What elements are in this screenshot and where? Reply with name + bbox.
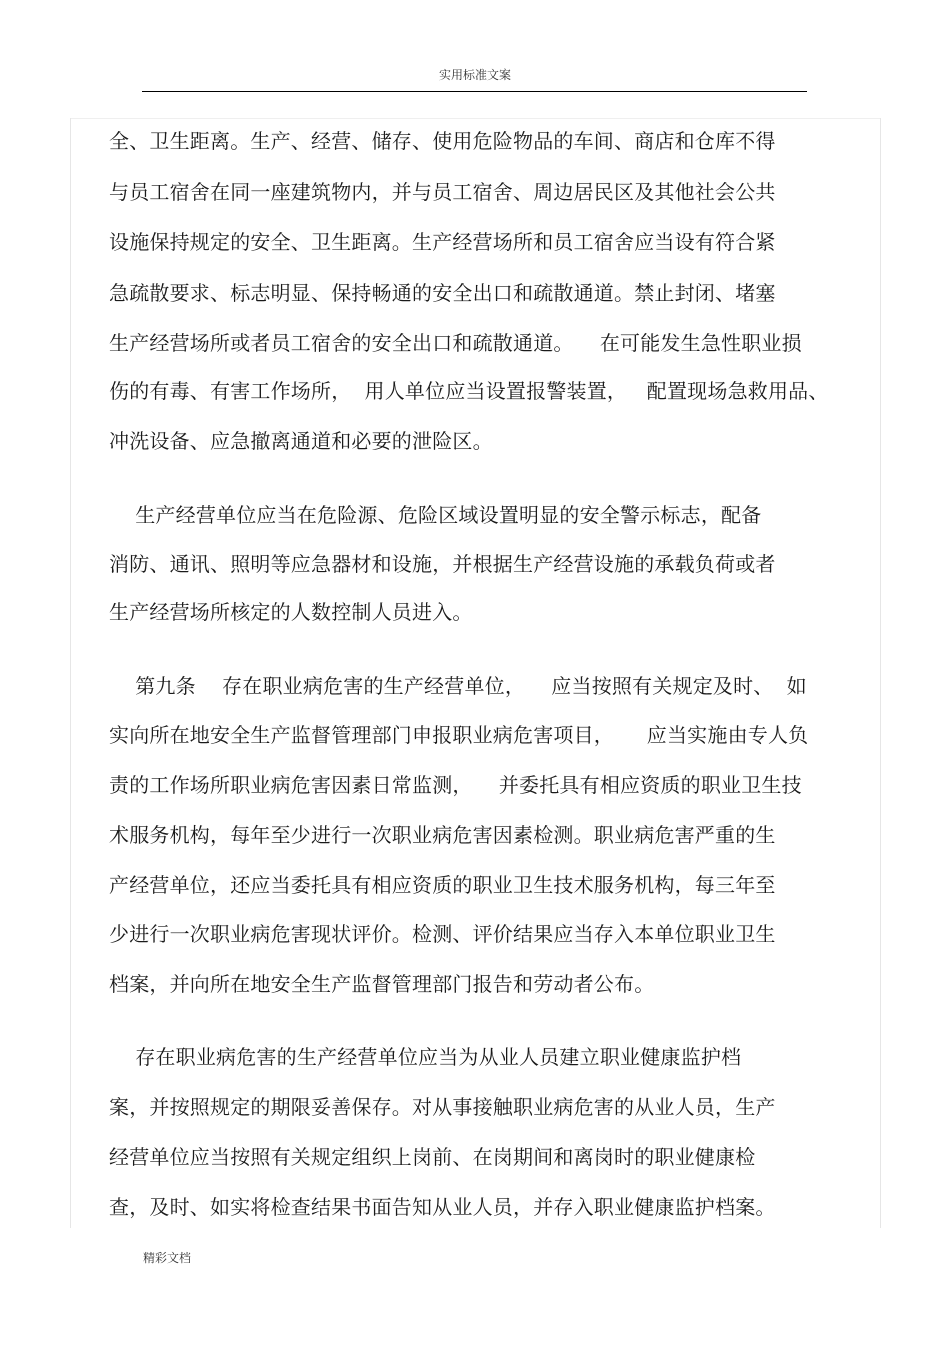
body-line: 术服务机构，每年至少进行一次职业病危害因素检测。职业病危害严重的生 — [109, 823, 776, 847]
page-frame-right — [880, 118, 881, 1228]
body-line: 全、卫生距离。生产、经营、储存、使用危险物品的车间、商店和仓库不得 — [109, 129, 776, 153]
page-header-title: 实用标准文案 — [438, 68, 511, 82]
body-line: 伤的有毒、有害工作场所， 用人单位应当设置报警装置， 配置现场急救用品、 — [109, 379, 829, 403]
body-line: 与员工宿舍在同一座建筑物内，并与员工宿舍、周边居民区及其他社会公共 — [109, 180, 776, 204]
body-line: 存在职业病危害的生产经营单位应当为从业人员建立职业健康监护档 — [109, 1045, 742, 1069]
header-divider — [142, 91, 807, 92]
body-line: 查，及时、如实将检查结果书面告知从业人员，并存入职业健康监护档案。 — [109, 1195, 776, 1219]
body-line: 急疏散要求、标志明显、保持畅通的安全出口和疏散通道。禁止封闭、堵塞 — [109, 281, 776, 305]
body-line: 生产经营单位应当在危险源、危险区域设置明显的安全警示标志，配备 — [109, 503, 762, 527]
body-line: 冲洗设备、应急撤离通道和必要的泄险区。 — [109, 429, 493, 453]
body-line: 消防、通讯、照明等应急器材和设施，并根据生产经营设施的承载负荷或者 — [109, 552, 776, 576]
body-line: 设施保持规定的安全、卫生距离。生产经营场所和员工宿舍应当设有符合紧 — [109, 230, 776, 254]
body-line: 责的工作场所职业病危害因素日常监测， 并委托具有相应资质的职业卫生技 — [109, 773, 802, 797]
body-line: 经营单位应当按照有关规定组织上岗前、在岗期间和离岗时的职业健康检 — [109, 1145, 756, 1169]
body-line: 档案，并向所在地安全生产监督管理部门报告和劳动者公布。 — [109, 972, 655, 996]
body-line: 少进行一次职业病危害现状评价。检测、评价结果应当存入本单位职业卫生 — [109, 922, 776, 946]
page-footer-label: 精彩文档 — [143, 1251, 192, 1265]
body-line: 案，并按照规定的期限妥善保存。对从事接触职业病危害的从业人员，生产 — [109, 1095, 776, 1119]
body-line: 产经营单位，还应当委托具有相应资质的职业卫生技术服务机构，每三年至 — [109, 873, 776, 897]
body-line: 实向所在地安全生产监督管理部门申报职业病危害项目， 应当实施由专人负 — [109, 723, 809, 747]
page-frame-top — [70, 118, 880, 119]
body-line: 第九条 存在职业病危害的生产经营单位， 应当按照有关规定及时、 如 — [109, 674, 807, 698]
page-frame-left — [70, 118, 71, 1228]
body-line: 生产经营场所或者员工宿舍的安全出口和疏散通道。 在可能发生急性职业损 — [109, 331, 802, 355]
body-line: 生产经营场所核定的人数控制人员进入。 — [109, 600, 473, 624]
